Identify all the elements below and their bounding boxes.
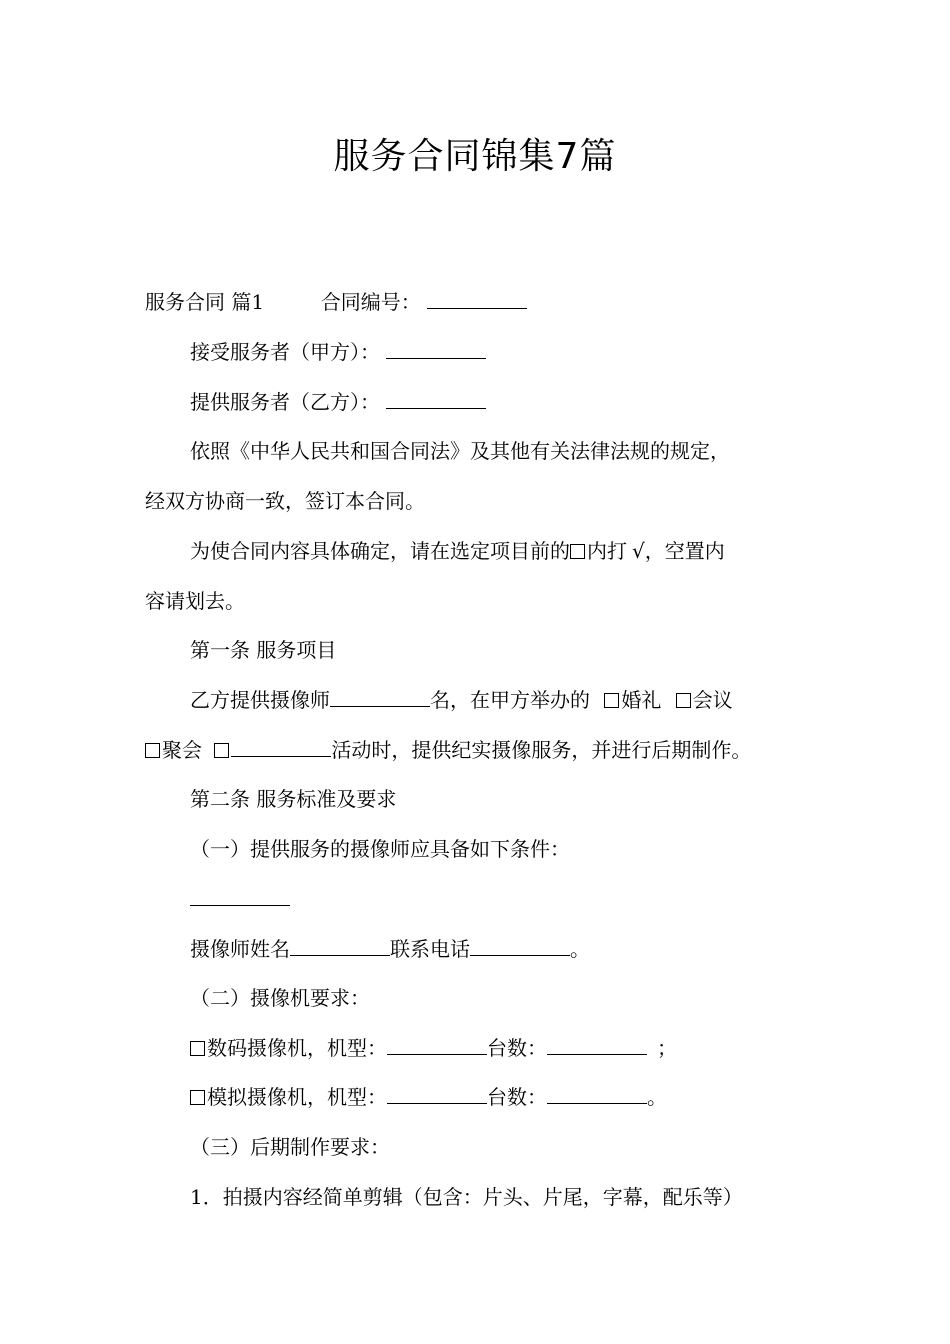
phone-blank — [470, 935, 570, 956]
party-a-blank — [386, 338, 486, 359]
conditions-blank — [190, 885, 290, 906]
party-b-label: 提供服务者（乙方）： — [190, 390, 380, 414]
checkbox-analog-icon — [190, 1090, 205, 1105]
article-1-heading: 第一条 服务项目 — [190, 638, 337, 662]
paragraph-legal-basis-line2: 经双方协商一致，签订本合同。 — [145, 489, 425, 513]
digital-count-blank — [547, 1034, 647, 1055]
conditions-blank-line — [190, 885, 290, 913]
contract-number-blank — [427, 288, 527, 309]
checkbox-icon — [570, 544, 585, 559]
photographer-count-blank — [330, 686, 430, 707]
article-1-line2: 聚会 活动时，提供纪实摄像服务，并进行后期制作。 — [145, 736, 751, 764]
article-2-heading: 第二条 服务标准及要求 — [190, 787, 397, 811]
checkbox-other-icon — [214, 743, 229, 758]
analog-camera-line: 模拟摄像机，机型： 台数： 。 — [190, 1083, 667, 1111]
other-activity-blank — [231, 736, 331, 757]
paragraph-instructions-line1: 为使合同内容具体确定，请在选定项目前的 内打 √，空置内 — [190, 539, 725, 563]
photographer-name-blank — [290, 935, 390, 956]
party-b-blank — [386, 388, 486, 409]
post-production-item-1: 1．拍摄内容经简单剪辑（包含：片头、片尾，字幕，配乐等） — [190, 1185, 743, 1209]
article-1-line1: 乙方提供摄像师 名，在甲方举办的 婚礼 会议 — [190, 688, 733, 712]
section-2-heading: （二）摄像机要求： — [190, 986, 370, 1010]
paragraph-instructions-line2: 容请划去。 — [145, 589, 245, 613]
checkbox-party-icon — [145, 743, 160, 758]
checkbox-wedding-icon — [604, 693, 619, 708]
section-label: 服务合同 篇1 — [145, 290, 265, 314]
contract-number-label: 合同编号： — [320, 290, 421, 314]
photographer-info-line: 摄像师姓名 联系电话 。 — [190, 937, 590, 961]
party-a-label: 接受服务者（甲方）： — [190, 340, 380, 364]
analog-model-blank — [387, 1083, 487, 1104]
checkmark-icon: √ — [632, 539, 645, 563]
digital-model-blank — [387, 1034, 487, 1055]
analog-count-blank — [547, 1083, 647, 1104]
checkbox-meeting-icon — [676, 693, 691, 708]
paragraph-legal-basis-line1: 依照《中华人民共和国合同法》及其他有关法律法规的规定， — [190, 439, 730, 463]
section-3-heading: （三）后期制作要求： — [190, 1135, 390, 1159]
document-title: 服务合同锦集7篇 — [333, 136, 617, 177]
party-a-line — [190, 338, 486, 366]
section-1-heading: （一）提供服务的摄像师应具备如下条件： — [190, 837, 570, 861]
digital-camera-line: 数码摄像机，机型： 台数： ； — [190, 1034, 677, 1062]
contract-header-line — [145, 288, 527, 316]
party-b-line — [190, 388, 486, 416]
checkbox-digital-icon — [190, 1041, 205, 1056]
